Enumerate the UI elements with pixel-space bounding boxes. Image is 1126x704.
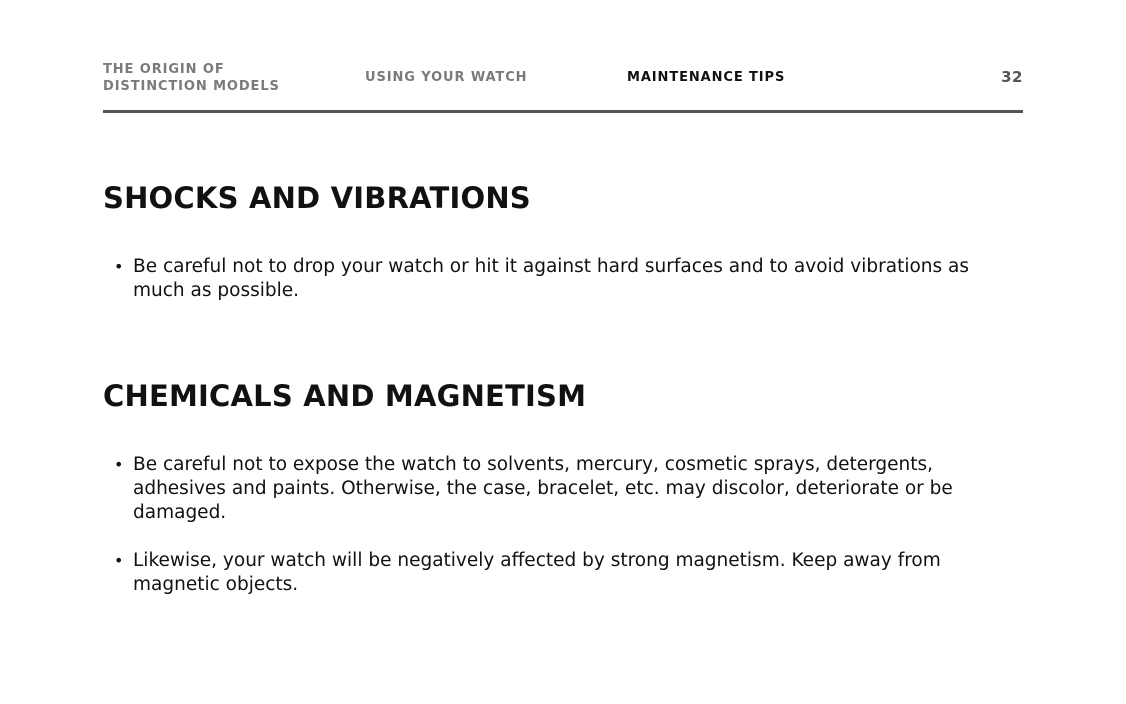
bullet-text: Be careful not to expose the watch to solvents, mercury, cosmetic sprays, detergents, adhesives and paints. Otherwise, the case, bracelet, etc. may discolor, deteriorate or be damaged.	[133, 454, 953, 523]
list-item	[103, 453, 1003, 525]
page-number: 32	[1001, 68, 1023, 86]
bullet-icon: •	[114, 455, 124, 474]
list-item	[103, 255, 1003, 303]
bullet-icon: •	[114, 257, 124, 276]
bullet-icon: •	[114, 551, 124, 570]
bullet-text: Be careful not to drop your watch or hit it against hard surfaces and to avoid vibrations as much as possible.	[133, 256, 969, 301]
list-item	[103, 549, 1003, 597]
nav-origin-of-distinction-models[interactable]: THE ORIGIN OF DISTINCTION MODELS	[103, 62, 280, 94]
bullet-list	[103, 255, 1003, 303]
section-title: SHOCKS AND VIBRATIONS	[103, 181, 531, 215]
page-header	[103, 60, 1023, 113]
section-shocks-and-vibrations	[103, 181, 1003, 303]
nav-using-your-watch[interactable]: USING YOUR WATCH	[365, 70, 528, 85]
section-title: CHEMICALS AND MAGNETISM	[103, 379, 587, 413]
section-chemicals-and-magnetism	[103, 379, 1003, 597]
bullet-text: Likewise, your watch will be negatively affected by strong magnetism. Keep away from magnetic objects.	[133, 550, 941, 595]
bullet-list	[103, 453, 1003, 597]
nav-maintenance-tips[interactable]: MAINTENANCE TIPS	[627, 70, 786, 85]
